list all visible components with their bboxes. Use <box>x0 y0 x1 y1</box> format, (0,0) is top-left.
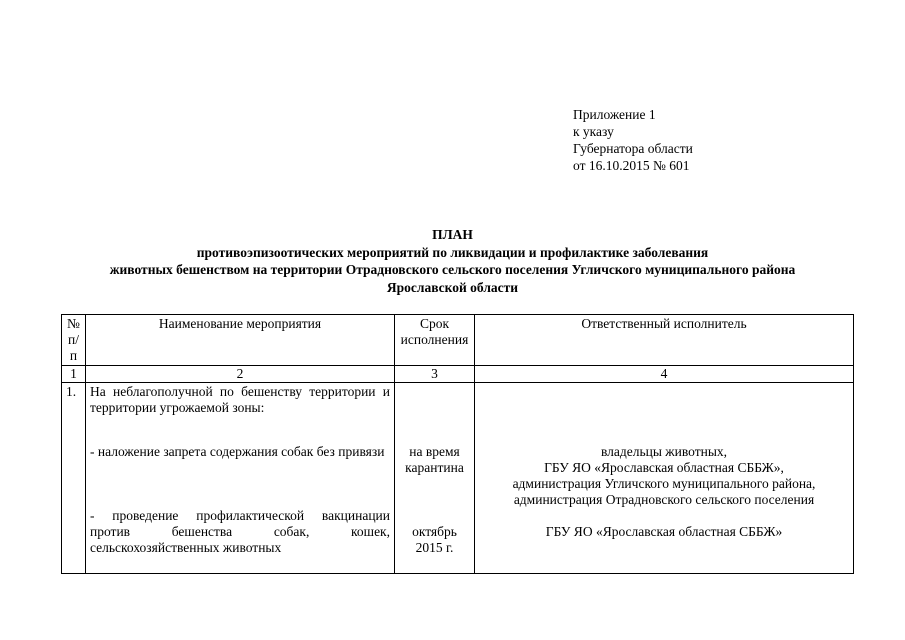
appendix-line-2: к указу <box>573 124 614 139</box>
title-line-1: противоэпизоотических мероприятий по ликвидации и профилактике заболевания <box>196 244 709 260</box>
responsible-line: администрация Отрадновского сельского поселения <box>513 492 815 507</box>
appendix-line-4: от 16.10.2015 № 601 <box>573 158 690 173</box>
header-name: Наименование мероприятия <box>86 315 395 366</box>
table-header-row <box>62 315 854 366</box>
plan-table <box>61 314 854 574</box>
measure-item-1: - наложение запрета содержания собак без привязи <box>90 444 385 459</box>
title-line-2: животных бешенством на территории Отрадновского сельского поселения Угличского муниципального района <box>109 262 796 277</box>
responsible-cell <box>475 383 854 574</box>
term-item-1: на время карантина <box>405 444 464 475</box>
responsible-item-2 <box>479 524 849 540</box>
responsible-line: ГБУ ЯО «Ярославская областная СББЖ», <box>544 460 784 475</box>
responsible-line: владельцы животных, <box>600 444 728 459</box>
column-number: 3 <box>395 366 475 383</box>
term-cell <box>395 383 475 574</box>
document-title <box>40 226 865 296</box>
table-row <box>62 383 854 574</box>
measure-item-2: - проведение профилактической вакцинации против бешенства собак, кошек, сельскохозяйственных животных <box>90 508 390 555</box>
title-line-3: Ярославской области <box>386 279 519 295</box>
responsible-line: ГБУ ЯО «Ярославская областная СББЖ» <box>545 524 783 539</box>
term-item-2: октябрь 2015 г. <box>412 524 457 555</box>
header-responsible: Ответственный исполнитель <box>475 315 854 366</box>
title-heading: ПЛАН <box>432 227 473 242</box>
measure-cell <box>86 383 395 574</box>
column-number: 4 <box>475 366 854 383</box>
measure-intro: На неблагополучной по бешенству территории и территории угрожаемой зоны: <box>90 384 390 415</box>
responsible-item-1 <box>479 444 849 508</box>
header-num: № п/п <box>62 315 86 366</box>
header-term: Срок исполнения <box>395 315 475 366</box>
column-number: 2 <box>86 366 395 383</box>
column-number: 1 <box>62 366 86 383</box>
responsible-line: администрация Угличского муниципального района, <box>512 476 816 491</box>
appendix-line-1: Приложение 1 <box>573 107 656 122</box>
appendix-reference <box>573 106 693 174</box>
column-number-row <box>62 366 854 383</box>
row-number: 1. <box>62 383 86 574</box>
appendix-line-3: Губернатора области <box>573 141 693 156</box>
